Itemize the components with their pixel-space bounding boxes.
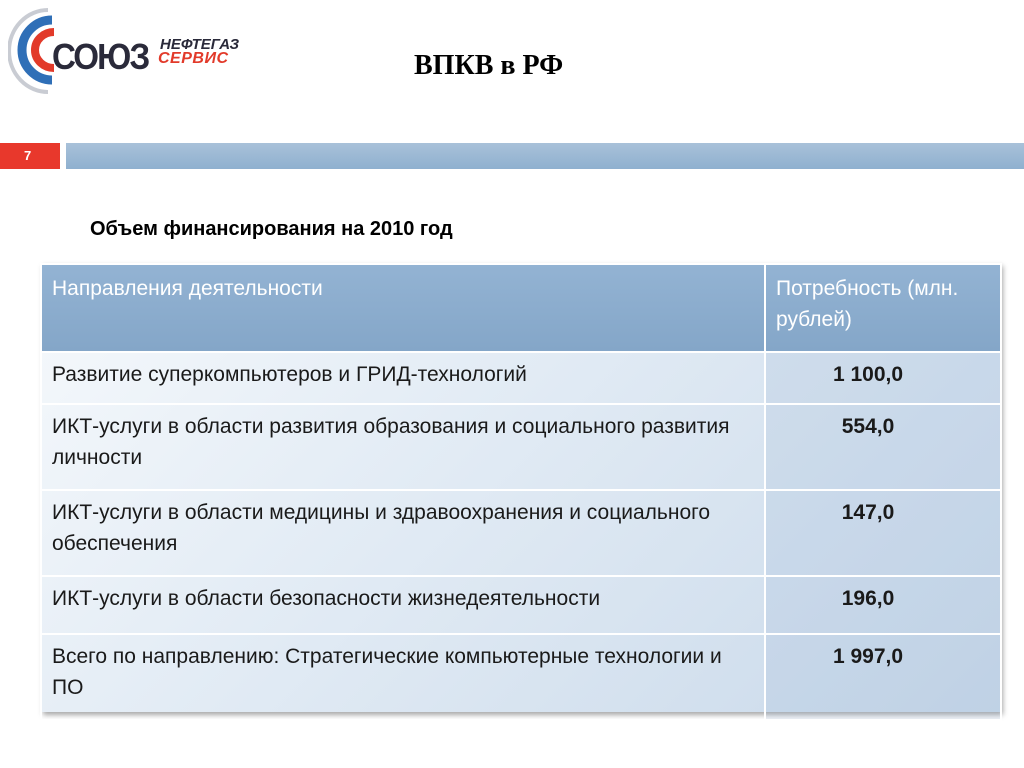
table-row-total xyxy=(41,634,1001,720)
row-value: 1 997,0 xyxy=(765,634,1001,720)
row-value: 147,0 xyxy=(765,490,1001,576)
row-value: 554,0 xyxy=(765,404,1001,490)
logo-main-text: СОЮЗ xyxy=(52,36,149,77)
logo-bottom-text: СЕРВИС xyxy=(158,50,229,67)
page-number-badge: 7 xyxy=(0,143,60,169)
header-bar xyxy=(66,143,1024,169)
row-value: 196,0 xyxy=(765,576,1001,634)
table-header-row xyxy=(41,264,1001,352)
header-need: Потребность (млн. рублей) xyxy=(765,264,1001,352)
row-value: 1 100,0 xyxy=(765,352,1001,404)
table-row xyxy=(41,576,1001,634)
row-direction: ИКТ-услуги в области медицины и здравоохранения и социального обеспечения xyxy=(41,490,765,576)
company-logo xyxy=(8,6,258,96)
slide-title: ВПКВ в РФ xyxy=(414,50,564,81)
table-caption: Объем финансирования на 2010 год xyxy=(90,218,453,240)
row-direction: Развитие суперкомпьютеров и ГРИД-технологий xyxy=(41,352,765,404)
row-direction: ИКТ-услуги в области развития образования и социального развития личности xyxy=(41,404,765,490)
table-row xyxy=(41,490,1001,576)
row-direction: ИКТ-услуги в области безопасности жизнедеятельности xyxy=(41,576,765,634)
table-row xyxy=(41,352,1001,404)
logo-top-text: НЕФТЕГАЗ xyxy=(160,36,240,53)
header-direction: Направления деятельности xyxy=(41,264,765,352)
table-row xyxy=(41,404,1001,490)
funding-table xyxy=(40,263,1000,712)
row-direction: Всего по направлению: Стратегические компьютерные технологии и ПО xyxy=(41,634,765,720)
